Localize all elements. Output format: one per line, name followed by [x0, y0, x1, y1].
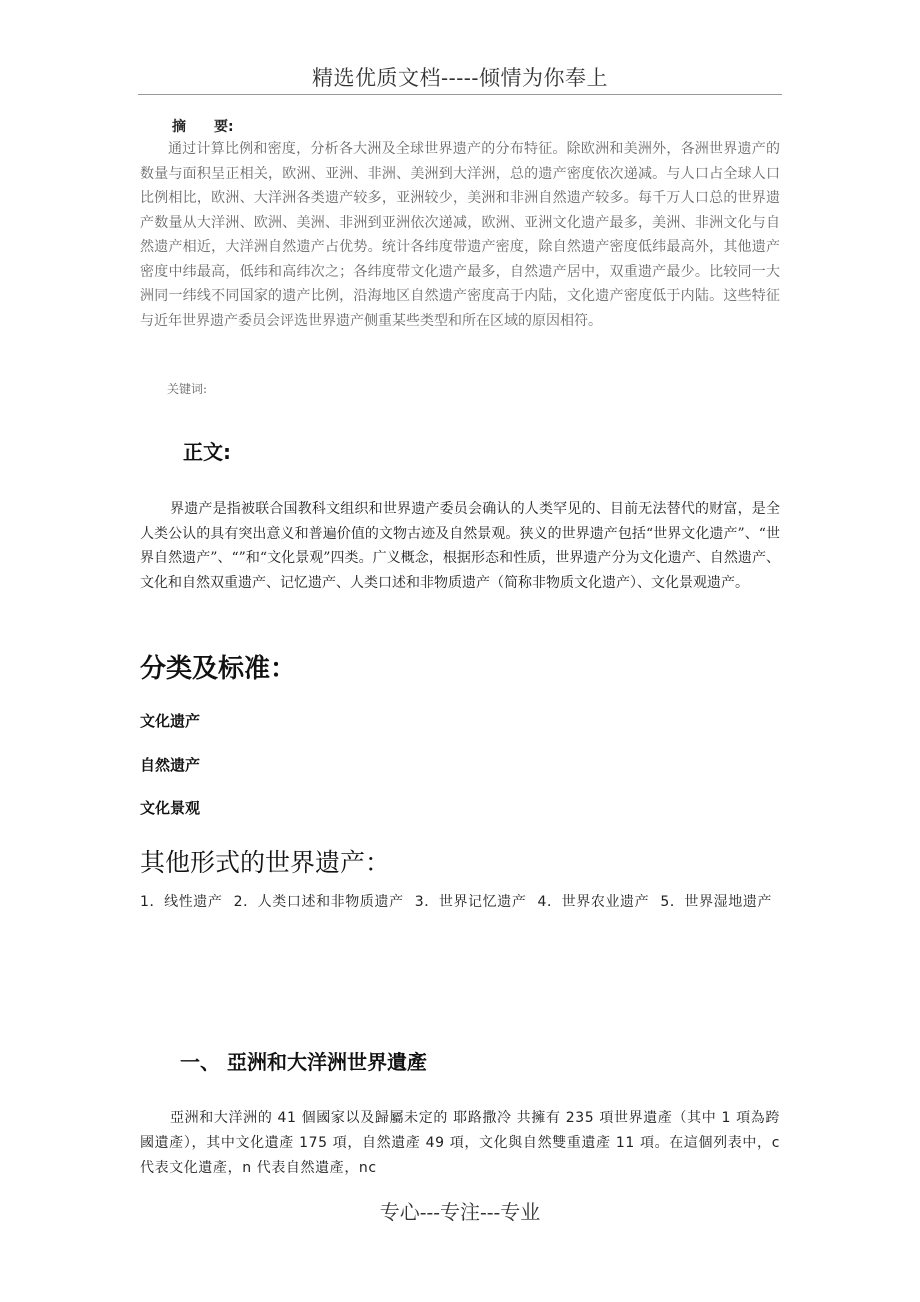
other-forms-item: 3．世界记忆遗产 [414, 894, 527, 910]
other-forms-heading: 其他形式的世界遗产： [140, 848, 391, 877]
abstract-label-first: 摘 [172, 119, 186, 135]
footer-text: 专心---专注---专业 [379, 1200, 541, 1224]
body-heading: 正文: [183, 440, 231, 464]
abstract-text: 通过计算比例和密度，分析各大洲及全球世界遗产的分布特征。除欧洲和美洲外，各洲世界遗产的数量与面积呈正相关，欧洲、亚洲、非洲、美洲到大洋洲，总的遗产密度依次递减。与人口占全球人口比例相比，欧洲、大洋洲各类遗产较多，亚洲较少，美洲和非洲自然遗产较多。每千万人口总的世界遗产数量从大洋洲、欧洲、美洲、非洲到亚洲依次递减，欧洲、亚洲文化遗产最多，美洲、非洲文化与自然遗产相近，大洋洲自然遗产占优势。统计各纬度带遗产密度，除自然遗产密度低纬最高外，其他遗产密度中纬最高，低纬和高纬次之；各纬度带文化遗产最多，自然遗产居中，双重遗产最少。比较同一大洲同一纬线不同国家的遗产比例，沿海地区自然遗产密度高于内陆，文化遗产密度低于内陆。这些特征与近年世界遗产委员会评选世界遗产侧重某些类型和所在区域的原因相符。 [140, 141, 780, 329]
classification-item-cultural: 文化遗产 [140, 712, 201, 730]
other-forms-item: 5．世界湿地遗产 [660, 894, 773, 910]
other-forms-item: 2．人类口述和非物质遗产 [233, 894, 404, 910]
header-title: 精选优质文档-----倾情为你奉上 [312, 66, 608, 90]
other-forms-item: 1．线性遗产 [140, 894, 223, 910]
intro-paragraph: 界遗产是指被联合国教科文组织和世界遗产委员会确认的人类罕见的、目前无法替代的财富，是全人类公认的具有突出意义和普遍价值的文物古迹及自然景观。狭义的世界遗产包括“世界文化遗产”、“世界自然遗产”、“”和“文化景观”四类。广义概念，根据形态和性质，世界遗产分为文化遗产、自然遗产、文化和自然双重遗产、记忆遗产、人类口述和非物质遗产（简称非物质文化遗产）、文化景观遗产。 [140, 501, 780, 591]
other-forms-item: 4．世界农业遗产 [537, 894, 650, 910]
abstract-label-second: 要: [214, 119, 234, 135]
section-paragraph-asia-oceania: 亞洲和大洋洲的 41 個國家以及歸屬未定的 耶路撒冷 共擁有 235 項世界遺產（其中 1 項為跨國遺產），其中文化遺產 175 項，自然遺產 49 項，文化與自然雙重遺產 11 項。在這個列表中，c 代表文化遺產，n 代表自然遺產，nc [140, 1110, 780, 1176]
section-heading-asia-oceania: 一、 亞洲和大洋洲世界遺產 [180, 1050, 427, 1074]
keywords-label: 关键词: [167, 382, 208, 396]
abstract-label [172, 116, 234, 136]
classification-item-landscape: 文化景观 [140, 799, 201, 817]
classification-item-natural: 自然遗产 [140, 756, 201, 774]
other-forms-list [140, 889, 780, 915]
header-divider [138, 94, 782, 95]
classification-heading: 分类及标准： [140, 654, 297, 684]
